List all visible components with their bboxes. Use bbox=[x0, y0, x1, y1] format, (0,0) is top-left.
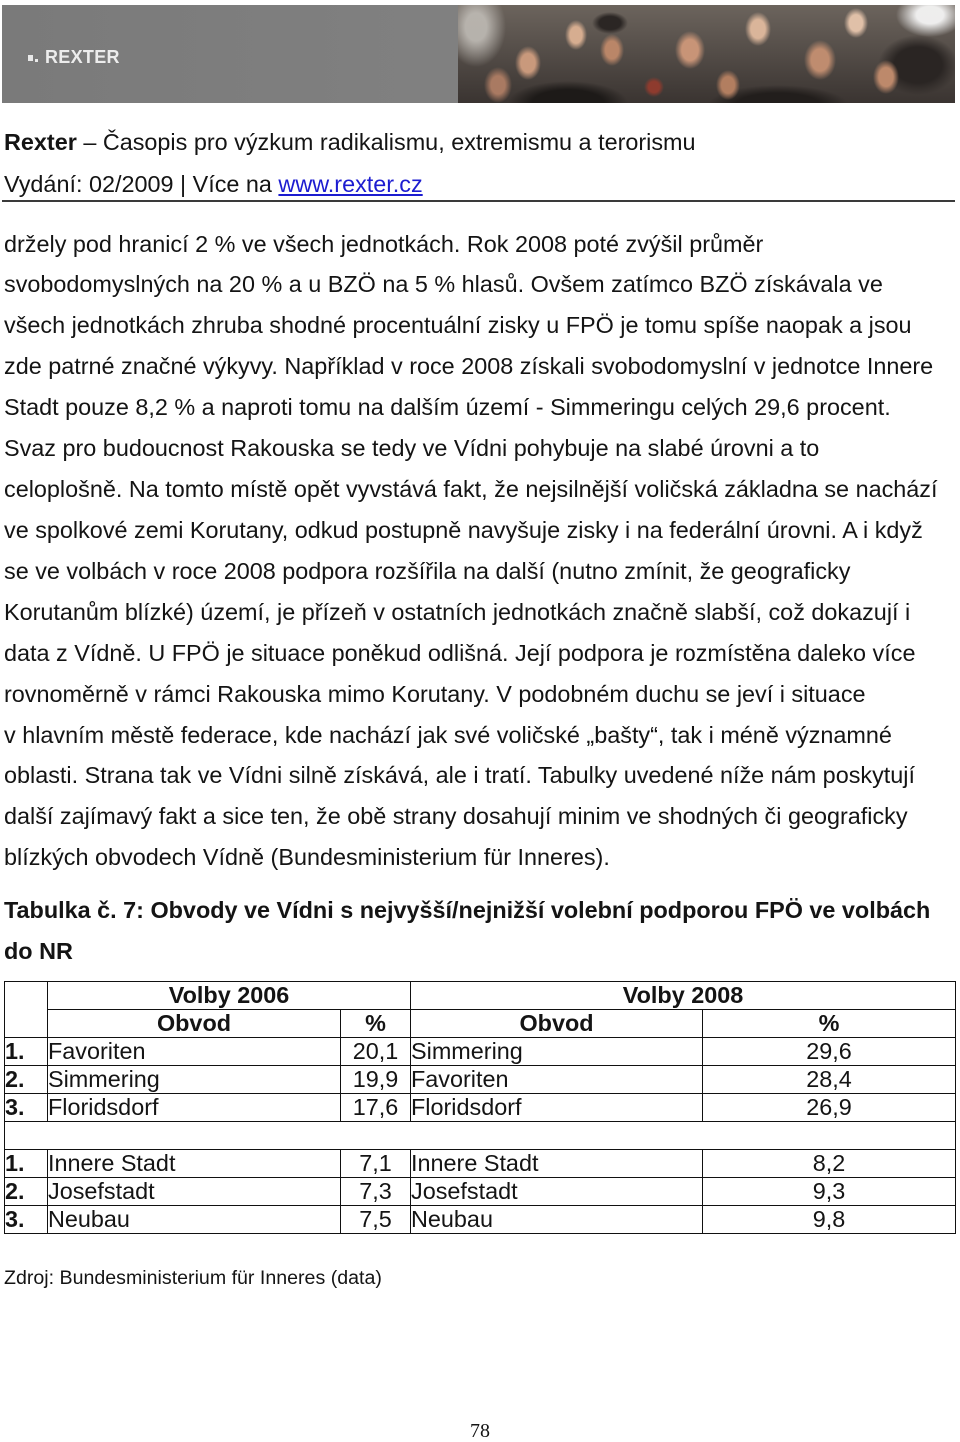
column-header-pct-2006: % bbox=[341, 1010, 411, 1038]
table-caption-line: Tabulka č. 7: Obvody ve Vídni s nejvyšší/nejnižší volební podporou FPÖ ve volbách bbox=[4, 896, 931, 923]
district-2008-cell: Favoriten bbox=[411, 1066, 703, 1094]
group-header-2008: Volby 2008 bbox=[411, 982, 956, 1010]
table-caption bbox=[4, 890, 930, 972]
district-2006-cell: Innere Stadt bbox=[48, 1150, 341, 1178]
rexter-logo-icon bbox=[28, 49, 42, 65]
table-spacer-cell bbox=[5, 1122, 956, 1150]
logo-square bbox=[28, 55, 33, 61]
column-header-pct-2008: % bbox=[703, 1010, 956, 1038]
pct-2006-cell: 7,3 bbox=[341, 1178, 411, 1206]
rank-cell: 3. bbox=[5, 1206, 48, 1234]
district-2008-cell: Neubau bbox=[411, 1206, 703, 1234]
district-2008-cell: Josefstadt bbox=[411, 1178, 703, 1206]
body-paragraph bbox=[4, 224, 938, 879]
header-divider bbox=[2, 200, 955, 202]
table-corner-cell bbox=[5, 982, 48, 1038]
issue-separator: | bbox=[180, 171, 187, 197]
journal-tagline: – Časopis pro výzkum radikalismu, extremismu a terorismu bbox=[83, 129, 696, 155]
table-row bbox=[5, 1150, 956, 1178]
pct-2008-cell: 29,6 bbox=[703, 1038, 956, 1066]
district-2008-cell: Floridsdorf bbox=[411, 1094, 703, 1122]
body-text-line: celoplošně. Na tomto místě opět vyvstává fakt, že nejsilnější voličská základna se nachází bbox=[4, 476, 938, 503]
page-number: 78 bbox=[470, 1420, 490, 1442]
journal-name: Rexter bbox=[4, 129, 77, 155]
pct-2006-cell: 17,6 bbox=[341, 1094, 411, 1122]
table-row bbox=[5, 1038, 956, 1066]
table-caption-line: do NR bbox=[4, 937, 73, 964]
group-header-2006: Volby 2006 bbox=[48, 982, 411, 1010]
source-note: Zdroj: Bundesministerium für Inneres (data) bbox=[4, 1267, 382, 1289]
body-text-line: všech jednotkách zhruba shodné procentuální zisky u FPÖ je tomu spíše naopak a jsou bbox=[4, 312, 912, 339]
body-text-line: svobodomyslných na 20 % a u BZÖ na 5 % hlasů. Ovšem zatímco BZÖ získávala ve bbox=[4, 271, 883, 298]
body-text-line: v hlavním městě federace, kde nachází jak své voličské „bašty“, tak i méně významné bbox=[4, 721, 892, 748]
pct-2008-cell: 26,9 bbox=[703, 1094, 956, 1122]
district-2008-cell: Innere Stadt bbox=[411, 1150, 703, 1178]
header-crowd-photo bbox=[458, 5, 955, 103]
column-header-district-2006: Obvod bbox=[48, 1010, 341, 1038]
rexter-logo[interactable] bbox=[28, 45, 120, 69]
logo-text: REXTER bbox=[45, 47, 120, 67]
district-2006-cell: Neubau bbox=[48, 1206, 341, 1234]
district-2006-cell: Floridsdorf bbox=[48, 1094, 341, 1122]
body-text-line: Svaz pro budoucnost Rakouska se tedy ve Vídni pohybuje na slabé úrovni a to bbox=[4, 435, 820, 462]
body-text-line: Korutanům blízké) území, je přízeň v ostatních jednotkách značně slabší, což dokazují i bbox=[4, 598, 911, 625]
journal-title-line bbox=[4, 121, 696, 163]
district-2008-cell: Simmering bbox=[411, 1038, 703, 1066]
body-text-line: ve spolkové zemi Korutany, odkud postupně navyšuje zisky i na federální úrovni. A i když bbox=[4, 516, 923, 543]
website-link[interactable]: www.rexter.cz bbox=[278, 171, 423, 197]
district-2006-cell: Favoriten bbox=[48, 1038, 341, 1066]
body-text-line: data z Vídně. U FPÖ je situace poněkud odlišná. Její podpora je rozmístěna daleko více bbox=[4, 639, 916, 666]
pct-2006-cell: 19,9 bbox=[341, 1066, 411, 1094]
body-text-line: blízkých obvodech Vídně (Bundesministerium für Inneres). bbox=[4, 844, 610, 871]
body-text-line: zde patrné značné výkyvy. Například v roce 2008 získali svobodomyslní v jednotce Innere bbox=[4, 353, 934, 380]
district-2006-cell: Simmering bbox=[48, 1066, 341, 1094]
pct-2008-cell: 9,8 bbox=[703, 1206, 956, 1234]
table-row bbox=[5, 1206, 956, 1234]
more-label: Více na bbox=[192, 171, 272, 197]
column-header-district-2008: Obvod bbox=[411, 1010, 703, 1038]
table-spacer-row bbox=[5, 1122, 956, 1150]
pct-2006-cell: 7,5 bbox=[341, 1206, 411, 1234]
pct-2008-cell: 9,3 bbox=[703, 1178, 956, 1206]
rank-cell: 1. bbox=[5, 1038, 48, 1066]
results-table bbox=[4, 981, 956, 1234]
table-row bbox=[5, 1178, 956, 1206]
logo-dot bbox=[35, 59, 38, 62]
table-row bbox=[5, 1094, 956, 1122]
issue-line bbox=[4, 163, 423, 205]
pct-2006-cell: 20,1 bbox=[341, 1038, 411, 1066]
issue-label: Vydání: 02/2009 bbox=[4, 171, 174, 197]
table-row bbox=[5, 1066, 956, 1094]
rank-cell: 1. bbox=[5, 1150, 48, 1178]
district-2006-cell: Josefstadt bbox=[48, 1178, 341, 1206]
body-text-line: další zajímavý fakt a sice ten, že obě strany dosahují minim ve shodných či geograficky bbox=[4, 803, 908, 830]
header-banner bbox=[2, 5, 955, 103]
body-text-line: se ve volbách v roce 2008 podpora rozšířila na další (nutno zmínit, že geograficky bbox=[4, 557, 851, 584]
body-text-line: oblasti. Strana tak ve Vídni silně získává, ale i tratí. Tabulky uvedené níže nám poskytují bbox=[4, 762, 915, 789]
rank-cell: 2. bbox=[5, 1066, 48, 1094]
table-column-header-row bbox=[5, 1010, 956, 1038]
table-group-header-row bbox=[5, 982, 956, 1010]
pct-2006-cell: 7,1 bbox=[341, 1150, 411, 1178]
body-text-line: Stadt pouze 8,2 % a naproti tomu na dalším území - Simmeringu celých 29,6 procent. bbox=[4, 394, 891, 421]
body-text-line: držely pod hranicí 2 % ve všech jednotkách. Rok 2008 poté zvýšil průměr bbox=[4, 230, 764, 257]
rank-cell: 2. bbox=[5, 1178, 48, 1206]
pct-2008-cell: 28,4 bbox=[703, 1066, 956, 1094]
rank-cell: 3. bbox=[5, 1094, 48, 1122]
body-text-line: rovnoměrně v rámci Rakouska mimo Korutany. V podobném duchu se jeví i situace bbox=[4, 680, 866, 707]
pct-2008-cell: 8,2 bbox=[703, 1150, 956, 1178]
